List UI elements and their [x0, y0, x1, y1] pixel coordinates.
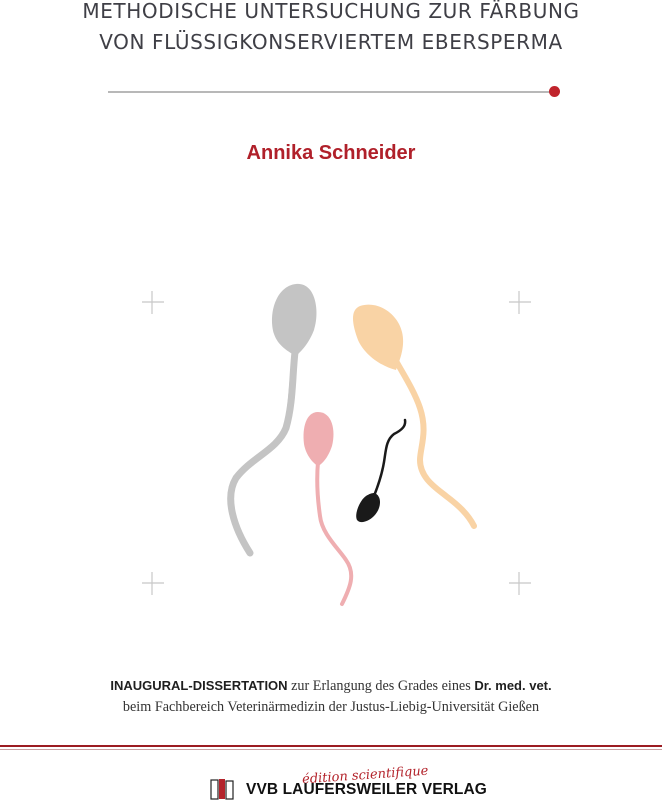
peach-sperm [353, 305, 474, 526]
edition-text: édition scientifique [301, 763, 429, 788]
title-line-1: METHODISCHE UNTERSUCHUNG ZUR FÄRBUNG [82, 0, 580, 23]
info-text: zur Erlangung des Grades eines [287, 678, 475, 694]
black-sperm [356, 420, 405, 522]
author-name: Annika Schneider [246, 142, 416, 164]
dissertation-info [0, 675, 662, 718]
title-line-2: VON FLÜSSIGKONSERVIERTEM EBERSPERMA [99, 30, 563, 54]
pink-sperm [304, 412, 352, 604]
publisher-block [210, 763, 487, 800]
publisher-name: VVB LAUFERSWEILER VERLAG [246, 781, 487, 798]
degree-label: Dr. med. vet. [474, 678, 552, 693]
book-logo-icon [210, 778, 236, 800]
info-line-1 [0, 675, 662, 697]
info-line-2: beim Fachbereich Veterinärmedizin der Justus-Liebig-Universität Gießen [122, 699, 540, 715]
footer-rule [0, 745, 662, 747]
gray-sperm [231, 284, 317, 553]
footer-rule-thin [0, 749, 662, 750]
dissertation-label: INAUGURAL-DISSERTATION [110, 678, 288, 693]
